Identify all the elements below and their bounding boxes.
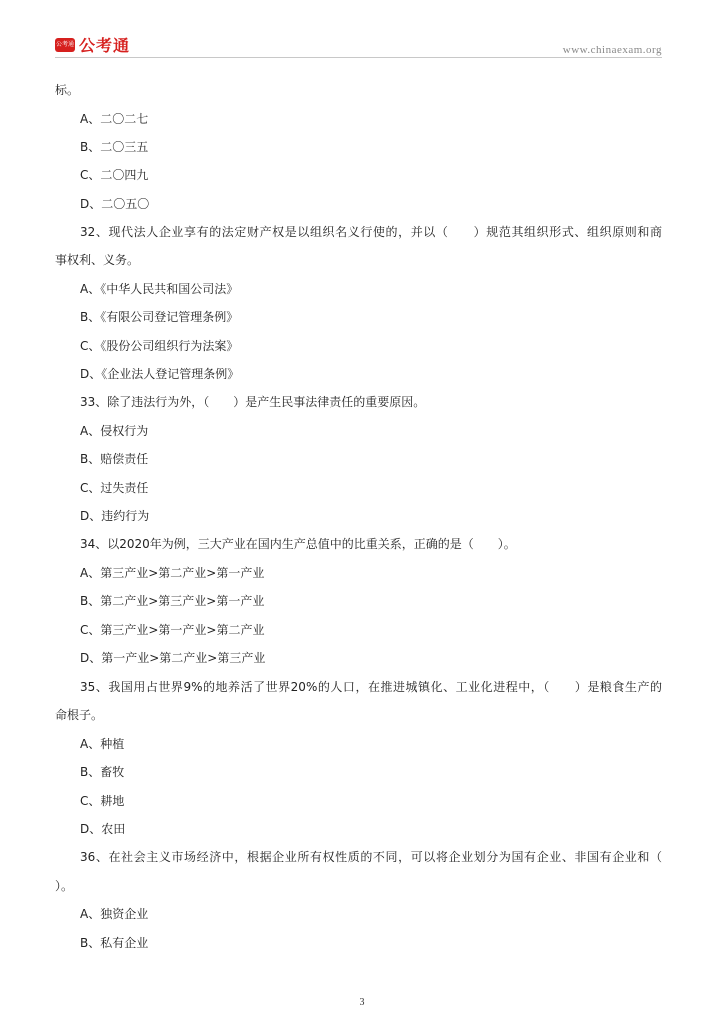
- q32-option-a: A、《中华人民共和国公司法》: [80, 282, 239, 296]
- q33-option-d: D、违约行为: [80, 509, 150, 523]
- q32-option-b: B、《有限公司登记管理条例》: [80, 310, 239, 324]
- q36-stem: 36、在社会主义市场经济中，根据企业所有权性质的不同，可以将企业划分为国有企业、非国有企业和（: [80, 850, 662, 864]
- page-header: [0, 0, 724, 60]
- q32-option-c: C、《股份公司组织行为法案》: [80, 339, 239, 353]
- header-divider: [55, 57, 662, 58]
- q32-stem-cont: 事权利、义务。: [55, 253, 140, 267]
- q35-option-c: C、耕地: [80, 794, 125, 808]
- q33-option-a: A、侵权行为: [80, 424, 149, 438]
- q34-option-d: D、第一产业>第二产业>第三产业: [80, 651, 266, 665]
- page-number: 3: [359, 997, 365, 1008]
- q33-option-c: C、过失责任: [80, 481, 149, 495]
- q33-option-b: B、赔偿责任: [80, 452, 149, 466]
- q31-option-d: D、二〇五〇: [80, 197, 150, 211]
- q34-option-c: C、第三产业>第一产业>第二产业: [80, 623, 265, 637]
- q31-option-a: A、二〇二七: [80, 112, 149, 126]
- q34-option-a: A、第三产业>第二产业>第一产业: [80, 566, 265, 580]
- q34-option-b: B、第二产业>第三产业>第一产业: [80, 594, 265, 608]
- q33-stem: 33、除了违法行为外，（ ）是产生民事法律责任的重要原因。: [80, 395, 426, 409]
- q36-option-a: A、独资企业: [80, 907, 149, 921]
- q35-option-a: A、种植: [80, 737, 125, 751]
- continuation-text: 标。: [55, 83, 80, 97]
- site-url[interactable]: www.chinaexam.org: [562, 44, 662, 56]
- q35-option-d: D、农田: [80, 822, 126, 836]
- logo-text: 公考通: [79, 36, 131, 55]
- q35-stem: 35、我国用占世界9%的地养活了世界20%的人口，在推进城镇化、工业化进程中，（ ）是粮食生产的: [80, 680, 662, 694]
- q31-option-b: B、二〇三五: [80, 140, 149, 154]
- q35-option-b: B、畜牧: [80, 765, 125, 779]
- logo-badge: 公考通: [55, 38, 75, 52]
- q32-option-d: D、《企业法人登记管理条例》: [80, 367, 240, 381]
- q36-option-b: B、私有企业: [80, 936, 149, 950]
- q31-option-c: C、二〇四九: [80, 168, 149, 182]
- q35-stem-cont: 命根子。: [55, 708, 104, 722]
- q36-stem-cont: ）。: [55, 879, 74, 893]
- q34-stem: 34、以2020年为例，三大产业在国内生产总值中的比重关系，正确的是（ ）。: [80, 537, 516, 551]
- q32-stem: 32、现代法人企业享有的法定财产权是以组织名义行使的，并以（ ）规范其组织形式、组织原则和商: [80, 225, 662, 239]
